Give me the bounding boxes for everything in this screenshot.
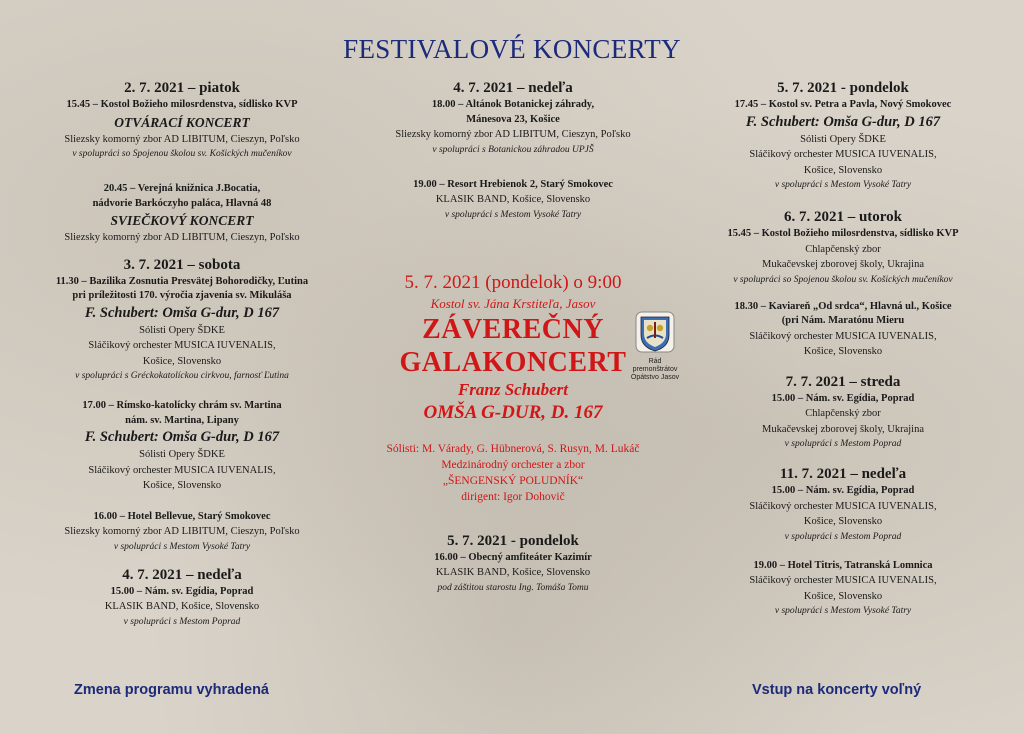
abbey-crest-icon [635,311,675,353]
event-performer: Košice, Slovensko [803,346,883,357]
event-program: F. Schubert: Omša G-dur, D 167 [84,429,280,445]
event [684,464,1002,545]
event-performer: Sólisti Opery ŠDKE [800,133,886,145]
event-performer: Chlapčenský zbor [805,243,881,255]
event-venue: 18.30 – Kaviareň „Od srdca“, Hlavná ul., Košice [734,300,952,312]
event-cooperation: v spolupráci s Gréckokatolíckou cirkvou, farnosť Ľutina [75,371,289,381]
event-date: 4. 7. 2021 – nedeľa [453,80,573,96]
event-venue: 15.00 – Nám. sv. Egídia, Poprad [110,585,254,597]
event-venue-line2: nádvorie Barkóczyho paláca, Hlavná 48 [92,197,272,209]
abbey-logo [628,311,682,381]
event-cooperation: v spolupráci s Mestom Poprad [123,616,241,627]
event-performer: Chlapčenský zbor [805,408,881,419]
event-performer: Sliezsky komorný zbor AD LIBITUM, Cieszyn, Poľsko [395,129,631,140]
event [22,182,342,246]
event-performer: Sláčikový orchester MUSICA IUVENALIS, [749,575,937,586]
event [22,78,342,162]
event-cooperation: v spolupráci s Botanickou záhradou UPJŠ [432,144,594,155]
event [340,78,686,158]
event-performer: KLASIK BAND, Košice, Slovensko [435,567,591,578]
event-venue: 18.00 – Altánok Botanickej záhrady, [431,99,595,110]
event-performer: Mukačevskej zborovej školy, Ukrajina [761,259,925,270]
event-performer: Sliezsky komorný zbor AD LIBITUM, Cieszyn, Poľsko [64,232,300,243]
event-program: SVIEČKOVÝ KONCERT [110,213,254,228]
event [22,399,342,494]
page-title: FESTIVALOVÉ KONCERTY [343,34,681,64]
gala-venue: Kostol sv. Jána Krstiteľa, Jasov [430,295,596,311]
event-program: OTVÁRACÍ KONCERT [114,114,250,130]
event-performer: Sólisti Opery ŠDKE [139,324,225,336]
gala-composer: Franz Schubert [457,379,569,399]
event-performer: Košice, Slovensko [803,590,883,602]
event-date: 4. 7. 2021 – nedeľa [122,566,242,583]
event-performer: Sliezsky komorný zbor AD LIBITUM, Cieszyn, Poľsko [64,133,300,145]
event-date: 5. 7. 2021 - pondelok [777,80,909,96]
event-performer: Sláčikový orchester MUSICA IUVENALIS, [749,500,937,512]
event-performer: Košice, Slovensko [142,480,222,491]
event [684,559,1002,620]
event-performer: Košice, Slovensko [142,355,222,367]
event-venue: 17.45 – Kostol sv. Petra a Pavla, Nový Smokovec [734,99,952,110]
event-venue: 16.00 – Hotel Bellevue, Starý Smokovec [93,510,271,522]
event [684,300,1002,360]
gala-work: OMŠA G-DUR, D. 167 [423,401,603,423]
event-cooperation: pod záštitou starostu Ing. Tomáša Tomu [437,582,589,593]
event-cooperation: v spolupráci so Spojenou školou sv. Košických mučeníkov [733,274,953,285]
event [684,207,1002,288]
column-left [22,78,342,630]
footer-program-change-note: Zmena programu vyhradená [74,682,269,698]
event-date: 2. 7. 2021 – piatok [124,80,240,96]
event-performer: KLASIK BAND, Košice, Slovensko [104,601,260,612]
event-venue: 15.00 – Nám. sv. Egídia, Poprad [771,485,915,496]
event-performer: Sláčikový orchester MUSICA IUVENALIS, [88,464,276,476]
event-cooperation: v spolupráci s Mestom Vysoké Tatry [444,209,582,220]
gala-title-line1: ZÁVEREČNÝ [422,313,604,345]
event-program: F. Schubert: Omša G-dur, D 167 [84,304,280,321]
event [340,178,686,223]
logo-caption: Opátstvo Jasov [630,374,680,381]
event [22,255,342,385]
event-performer: Sláčikový orchester MUSICA IUVENALIS, [749,330,937,342]
event-date: 7. 7. 2021 – streda [785,373,901,390]
logo-caption: Rád premonštrátov [632,358,678,373]
event-cooperation: v spolupráci so Spojenou školou sv. Košických mučeníkov [72,149,292,159]
event-venue: 11.30 – Bazilika Zosnutia Presvätej Bohorodičky, Ľutina [55,275,309,287]
event-performer: KLASIK BAND, Košice, Slovensko [435,194,591,205]
event-venue: 15.45 – Kostol Božieho milosrdenstva, sídlisko KVP [66,99,298,110]
gala-concert [340,271,686,505]
column-right [684,78,1002,619]
event-venue: 15.45 – Kostol Božieho milosrdenstva, sídlisko KVP [727,228,959,239]
event-performer: Sláčikový orchester MUSICA IUVENALIS, [88,340,276,351]
gala-date: 5. 7. 2021 (pondelok) o 9:00 [404,271,622,293]
event-venue-line2: (pri Nám. Maratónu Mieru [781,315,905,326]
event-venue: 19.00 – Resort Hrebienok 2, Starý Smokovec [413,178,613,190]
gala-orchestra: Medzinárodný orchester a zbor [441,458,585,471]
event-cooperation: v spolupráci s Mestom Poprad [784,439,902,449]
event-date: 5. 7. 2021 - pondelok [447,532,579,549]
gala-soloists: Sólisti: M. Várady, G. Hübnerová, S. Rusyn, M. Lukáč [386,442,640,455]
event [22,565,342,630]
footer-free-entry-note: Vstup na koncerty voľný [752,682,922,698]
event-date: 3. 7. 2021 – sobota [123,256,241,273]
event-venue-line2: Mánesova 23, Košice [466,113,560,125]
event [22,510,342,555]
event-venue: 16.00 – Obecný amfiteáter Kazimír [434,551,592,563]
gala-choir: „ŠENGENSKÝ POLUDNÍK“ [442,474,584,487]
event-performer: Košice, Slovensko [803,164,883,176]
event-cooperation: v spolupráci s Mestom Vysoké Tatry [774,180,912,190]
event-performer: Mukačevskej zborovej školy, Ukrajina [761,423,925,435]
event-venue: 20.45 – Verejná knižnica J.Bocatia, [103,183,261,194]
column-center [340,78,686,596]
event-venue: 15.00 – Nám. sv. Egídia, Poprad [771,392,915,404]
event-program: F. Schubert: Omša G-dur, D 167 [745,113,941,130]
event-date: 6. 7. 2021 – utorok [783,209,903,225]
event-cooperation: v spolupráci s Mestom Vysoké Tatry [113,541,251,552]
event-occasion: pri príležitosti 170. výročia zjavenia sv. Mikuláša [72,290,292,301]
event-date: 11. 7. 2021 – nedeľa [779,466,907,482]
gala-title-line2: GALAKONCERT [399,346,627,378]
event-venue: 17.00 – Rímsko-katolícky chrám sv. Martina [82,400,282,411]
event-cooperation: v spolupráci s Mestom Poprad [784,531,902,542]
gala-conductor: dirigent: Igor Dohovič [461,490,565,503]
event-performer: Košice, Slovensko [803,516,883,527]
event-cooperation: v spolupráci s Mestom Vysoké Tatry [774,606,912,616]
event [340,531,686,596]
event-venue-line2: nám. sv. Martina, Lipany [125,414,239,426]
event-performer: Sláčikový orchester MUSICA IUVENALIS, [749,149,937,160]
event-performer: Sólisti Opery ŠDKE [139,449,225,460]
event [684,78,1002,193]
event-performer: Sliezsky komorný zbor AD LIBITUM, Cieszyn, Poľsko [64,526,300,537]
event [684,372,1002,453]
event-venue: 19.00 – Hotel Titris, Tatranská Lomnica [753,559,933,571]
